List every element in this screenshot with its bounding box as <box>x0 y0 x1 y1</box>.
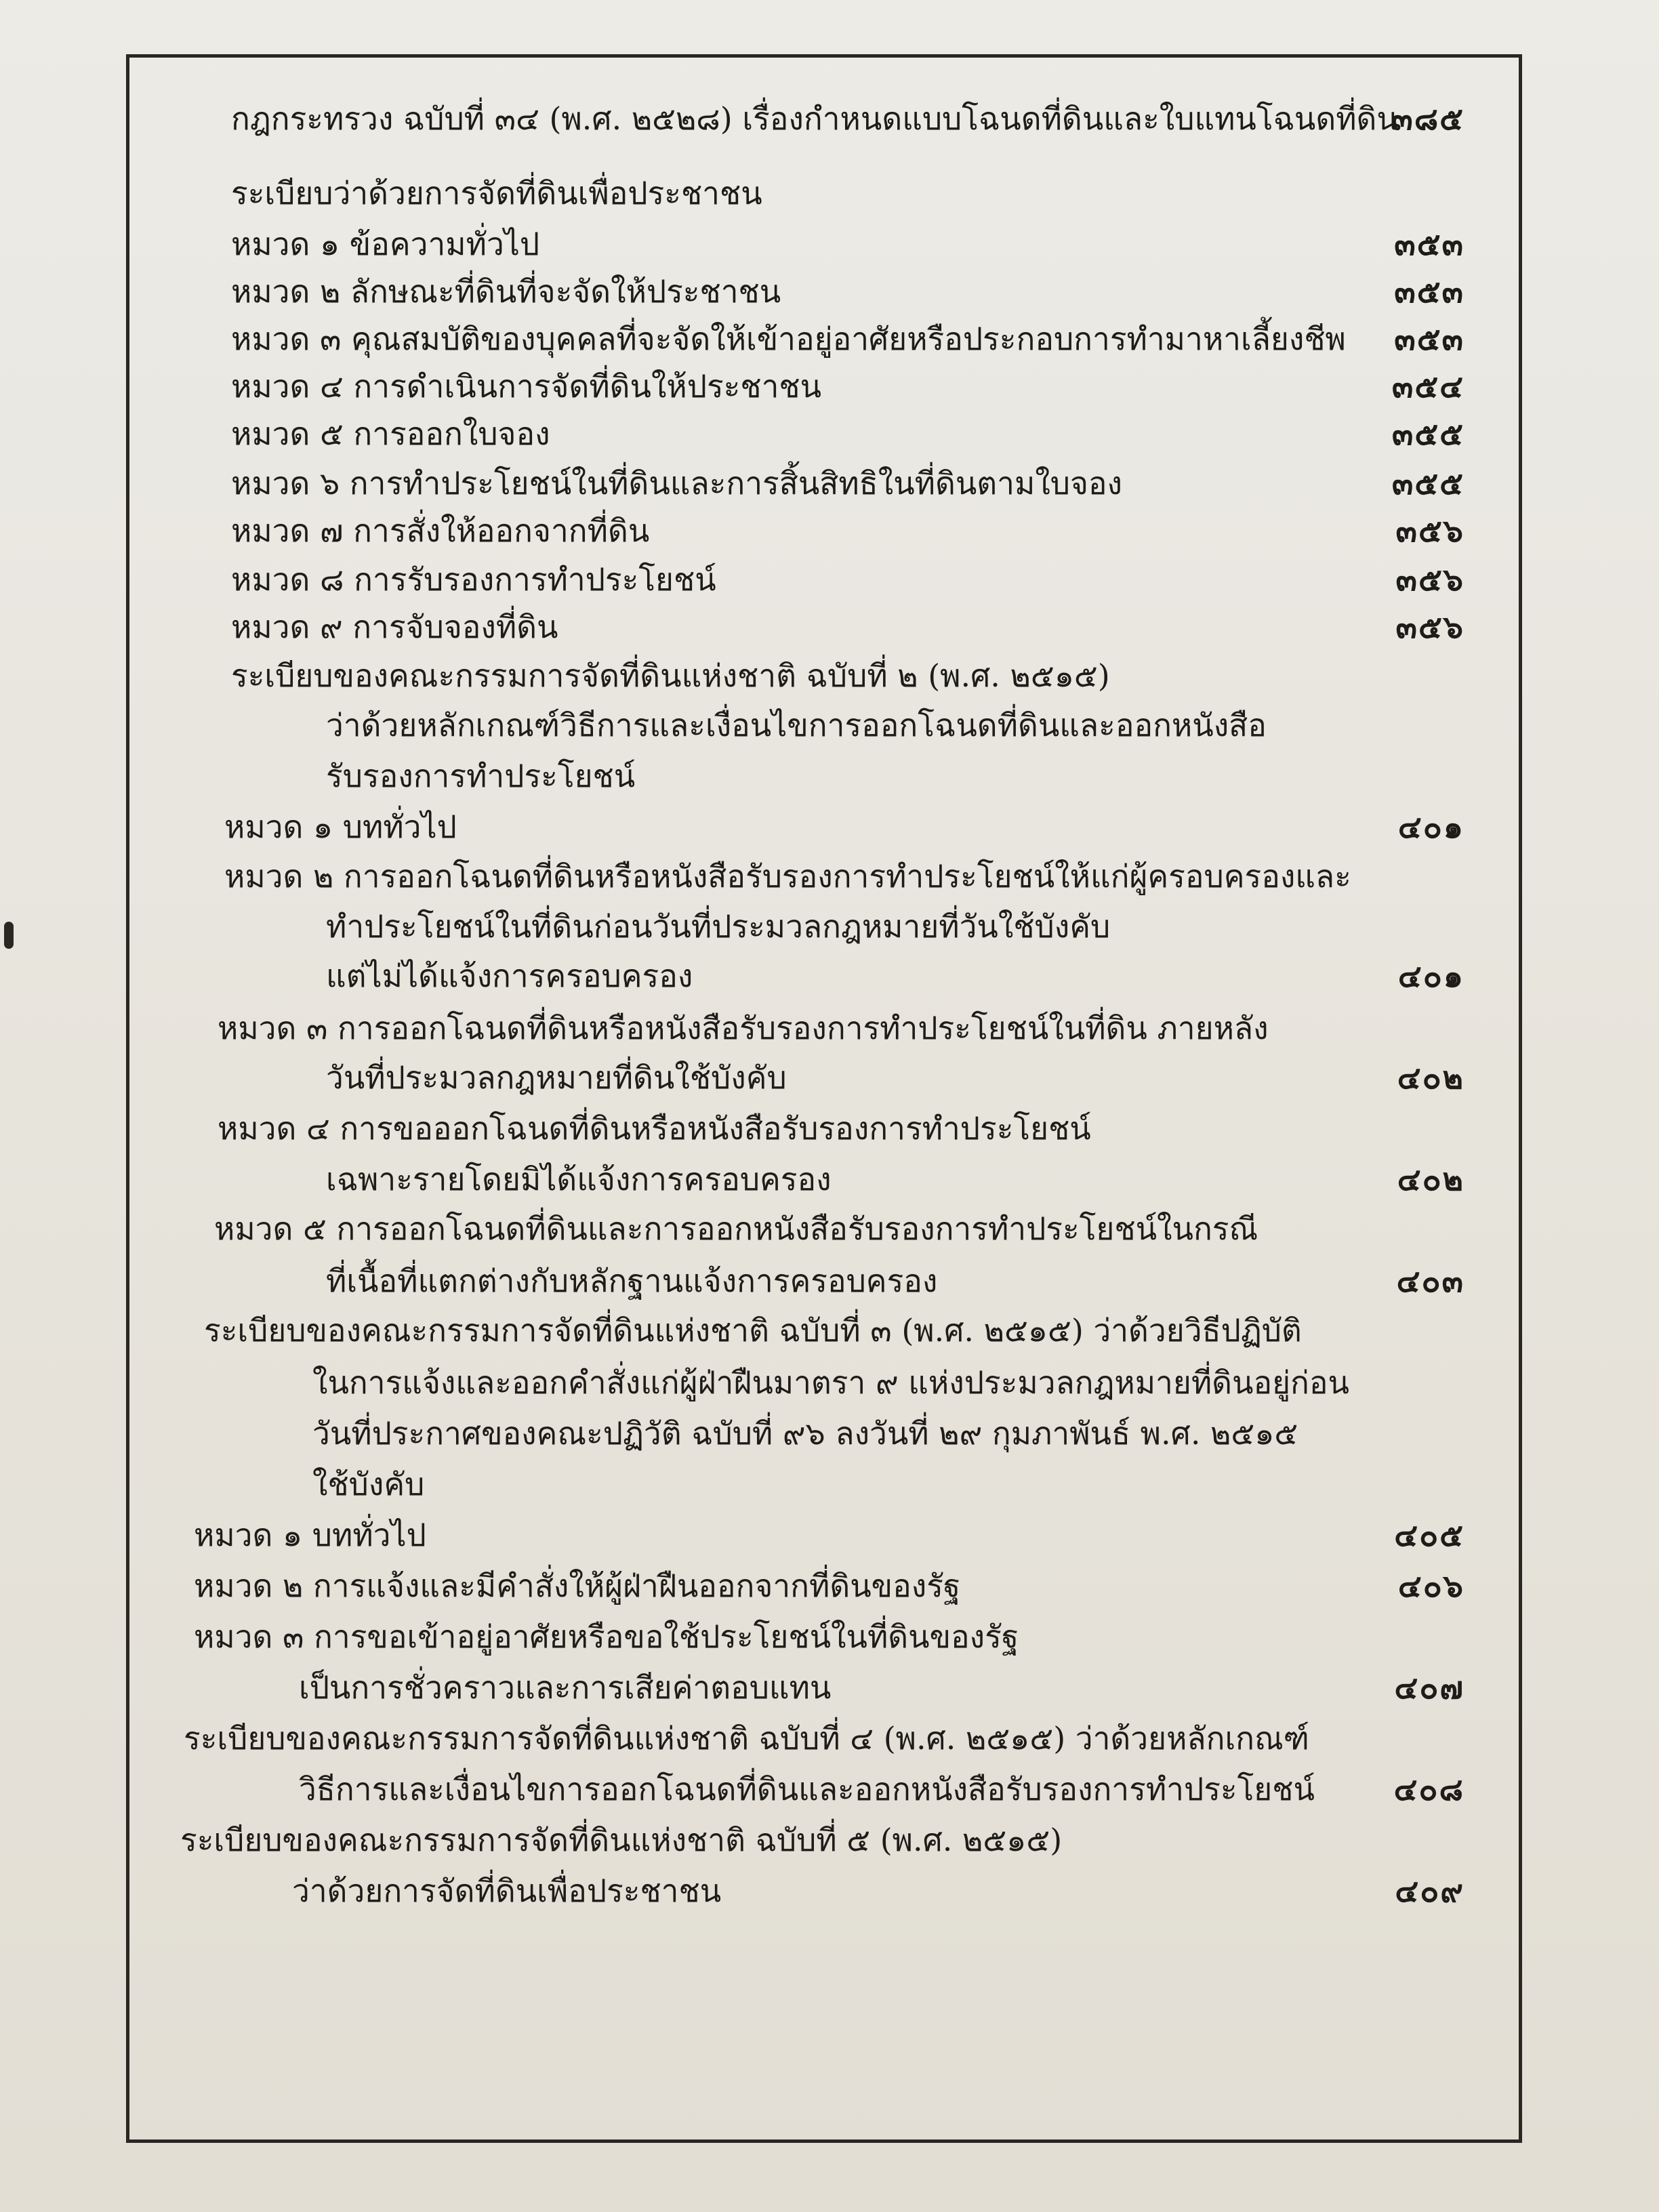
toc-entry-text: หมวด ๙ การจับจองที่ดิน <box>231 609 558 645</box>
toc-page-number: ๓๕๓ <box>1394 321 1465 357</box>
toc-entry-text: กฎกระทรวง ฉบับที่ ๓๔ (พ.ศ. ๒๕๒๘) เรื่องกำหนดแบบโฉนดที่ดินและใบแทนโฉนดที่ดิน <box>231 100 1398 137</box>
toc-entry-text: หมวด ๕ การออกโฉนดที่ดินและการออกหนังสือรับรองการทำประโยชน์ในกรณี <box>214 1210 1258 1247</box>
toc-page-number: ๔๐๙ <box>1395 1872 1465 1909</box>
toc-page-number: ๔๐๗ <box>1394 1669 1465 1706</box>
toc-page-number: ๓๘๕ <box>1391 100 1465 137</box>
toc-page-number: ๓๕๕ <box>1391 465 1465 501</box>
toc-page-number: ๔๐๖ <box>1397 1568 1465 1604</box>
toc-entry-text: เป็นการชั่วคราวและการเสียค่าตอบแทน <box>299 1669 832 1706</box>
toc-entry-text: หมวด ๔ การดำเนินการจัดที่ดินให้ประชาชน <box>231 368 822 405</box>
toc-entry-text: หมวด ๑ ข้อความทั่วไป <box>231 226 540 262</box>
toc-entry-text: หมวด ๒ การออกโฉนดที่ดินหรือหนังสือรับรองการทำประโยชน์ให้แก่ผู้ครอบครองและ <box>224 858 1351 895</box>
toc-page-number: ๓๕๓ <box>1394 273 1465 310</box>
toc-entry-text: หมวด ๑ บททั่วไป <box>224 808 457 845</box>
toc-entry-text: ระเบียบของคณะกรรมการจัดที่ดินแห่งชาติ ฉบับที่ ๒ (พ.ศ. ๒๕๑๕) <box>231 657 1110 694</box>
toc-entry-text: หมวด ๓ การขอเข้าอยู่อาศัยหรือขอใช้ประโยชน์ในที่ดินของรัฐ <box>194 1618 1019 1655</box>
toc-entry-text: เฉพาะรายโดยมิได้แจ้งการครอบครอง <box>326 1161 832 1197</box>
toc-entry-text: หมวด ๓ คุณสมบัติของบุคคลที่จะจัดให้เข้าอยู่อาศัยหรือประกอบการทำมาหาเลี้ยงชีพ <box>231 321 1346 357</box>
toc-page-number: ๓๕๖ <box>1395 609 1465 645</box>
toc-entry-text: หมวด ๔ การขอออกโฉนดที่ดินหรือหนังสือรับรองการทำประโยชน์ <box>218 1110 1091 1147</box>
toc-entry-text: แต่ไม่ได้แจ้งการครอบครอง <box>326 958 693 994</box>
toc-page-number: ๓๕๖ <box>1395 512 1465 549</box>
toc-page-number: ๔๐๕ <box>1394 1517 1465 1553</box>
toc-entry-text: ระเบียบของคณะกรรมการจัดที่ดินแห่งชาติ ฉบับที่ ๕ (พ.ศ. ๒๕๑๕) <box>180 1822 1063 1858</box>
toc-page-number: ๓๕๕ <box>1391 415 1465 452</box>
table-of-contents <box>129 58 1519 2139</box>
toc-entry-text: วันที่ประมวลกฎหมายที่ดินใช้บังคับ <box>326 1059 787 1096</box>
toc-page-number: ๔๐๒ <box>1397 1059 1465 1096</box>
toc-entry-text: ใช้บังคับ <box>312 1466 425 1502</box>
toc-page-number: ๓๕๓ <box>1394 226 1465 262</box>
toc-entry-text: หมวด ๖ การทำประโยชน์ในที่ดินและการสิ้นสิทธิในที่ดินตามใบจอง <box>231 465 1123 501</box>
toc-entry-text: ทำประโยชน์ในที่ดินก่อนวันที่ประมวลกฎหมายที่วันใช้บังคับ <box>326 908 1111 945</box>
toc-page-number: ๓๕๖ <box>1395 561 1465 598</box>
toc-entry-text: ว่าด้วยการจัดที่ดินเพื่อประชาชน <box>292 1872 722 1909</box>
toc-page-number: ๓๕๔ <box>1391 368 1465 405</box>
toc-entry-text: หมวด ๒ ลักษณะที่ดินที่จะจัดให้ประชาชน <box>231 273 781 310</box>
toc-entry-text: หมวด ๕ การออกใบจอง <box>231 415 550 452</box>
toc-entry-text: ระเบียบของคณะกรรมการจัดที่ดินแห่งชาติ ฉบับที่ ๓ (พ.ศ. ๒๕๑๕) ว่าด้วยวิธีปฏิบัติ <box>204 1312 1302 1349</box>
toc-entry-text: หมวด ๒ การแจ้งและมีคำสั่งให้ผู้ฝ่าฝืนออกจากที่ดินของรัฐ <box>194 1568 961 1604</box>
toc-page-number: ๔๐๑ <box>1397 808 1465 845</box>
toc-page-number: ๔๐๑ <box>1397 958 1465 994</box>
toc-page-number: ๔๐๘ <box>1393 1771 1465 1807</box>
contents-frame <box>126 54 1522 2143</box>
toc-entry-text: ระเบียบของคณะกรรมการจัดที่ดินแห่งชาติ ฉบับที่ ๔ (พ.ศ. ๒๕๑๕) ว่าด้วยหลักเกณฑ์ <box>184 1720 1309 1757</box>
toc-page-number: ๔๐๒ <box>1397 1161 1465 1197</box>
toc-entry-text: ในการแจ้งและออกคำสั่งแก่ผู้ฝ่าฝืนมาตรา ๙ แห่งประมวลกฎหมายที่ดินอยู่ก่อน <box>312 1364 1349 1401</box>
toc-entry-text: วันที่ประกาศของคณะปฏิวัติ ฉบับที่ ๙๖ ลงวันที่ ๒๙ กุมภาพันธ์ พ.ศ. ๒๕๑๕ <box>312 1415 1298 1452</box>
toc-page-number: ๔๐๓ <box>1396 1263 1465 1299</box>
toc-entry-text: รับรองการทำประโยชน์ <box>326 758 636 794</box>
toc-entry-text: หมวด ๗ การสั่งให้ออกจากที่ดิน <box>231 512 650 549</box>
toc-entry-text: วิธีการและเงื่อนไขการออกโฉนดที่ดินและออกหนังสือรับรองการทำประโยชน์ <box>299 1771 1315 1807</box>
page-edge-mark <box>4 922 14 949</box>
toc-entry-text: หมวด ๘ การรับรองการทำประโยชน์ <box>231 561 716 598</box>
toc-entry-text: ที่เนื้อที่แตกต่างกับหลักฐานแจ้งการครอบครอง <box>326 1263 938 1299</box>
toc-entry-text: ระเบียบว่าด้วยการจัดที่ดินเพื่อประชาชน <box>231 175 762 211</box>
toc-entry-text: หมวด ๓ การออกโฉนดที่ดินหรือหนังสือรับรองการทำประโยชน์ในที่ดิน ภายหลัง <box>218 1010 1269 1046</box>
toc-entry-text: หมวด ๑ บททั่วไป <box>194 1517 426 1553</box>
toc-entry-text: ว่าด้วยหลักเกณฑ์วิธีการและเงื่อนไขการออกโฉนดที่ดินและออกหนังสือ <box>326 707 1267 743</box>
